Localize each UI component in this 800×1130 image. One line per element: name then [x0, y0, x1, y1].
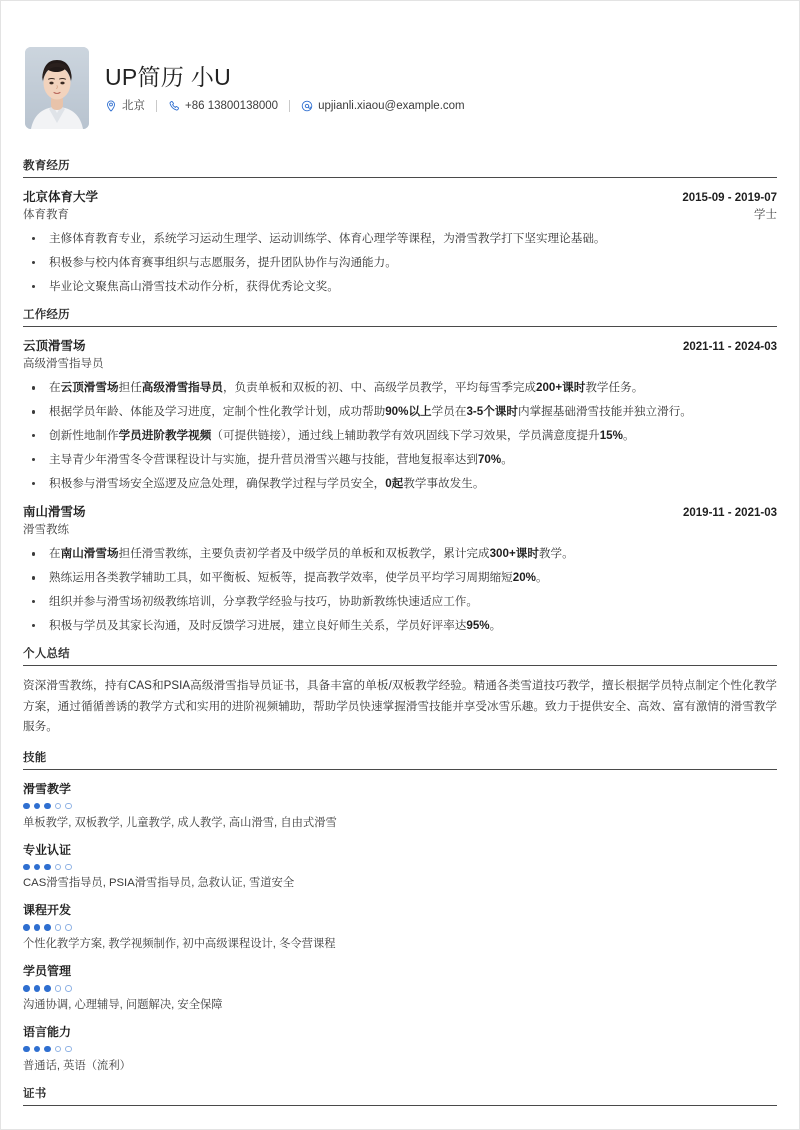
rating-dot-empty — [65, 1046, 72, 1053]
rating-dot-filled — [23, 924, 30, 931]
rating-dot-filled — [23, 803, 30, 810]
section-title-education: 教育经历 — [23, 157, 777, 178]
skill-tags: CAS滑雪指导员, PSIA滑雪指导员, 急救认证, 雪道安全 — [23, 877, 295, 890]
section-certificates — [23, 1085, 777, 1106]
entry-organization: 南山滑雪场 — [23, 505, 86, 520]
bullet-item: 主修体育教育专业，系统学习运动生理学、运动训练学、体育心理学等课程，为滑雪教学打下坚实理论基础。 — [23, 230, 777, 249]
bullet-item: 创新性地制作学员进阶教学视频（可提供链接），通过线上辅助教学有效巩固线下学习效果，学员满意度提升15%。 — [23, 427, 777, 446]
contact-phone — [168, 100, 278, 112]
entry-role: 高级滑雪指导员 — [23, 357, 104, 370]
entry-role: 体育教育 — [23, 208, 69, 221]
contact-phone-text: +86 13800138000 — [185, 99, 279, 112]
summary-text: 资深滑雪教练，持有CAS和PSIA高级滑雪指导员证书，具备丰富的单板/双板教学经验。精通各类雪道技巧教学，擅长根据学员特点制定个性化教学方案，通过循循善诱的教学方式和实用的进阶视频辅助，帮助学员快速掌握滑雪技能并享受冰雪乐趣。致力于提供安全、高效、富有激情的滑雪教学服务。 — [23, 679, 777, 734]
section-education — [23, 157, 777, 296]
rating-dot-empty — [65, 864, 72, 871]
rating-dot-filled — [44, 1046, 51, 1053]
section-skills — [23, 749, 777, 1075]
section-title-summary: 个人总结 — [23, 645, 777, 666]
contact-email — [301, 100, 465, 112]
rating-dot-filled — [34, 985, 41, 992]
bullet-item: 毕业论文聚焦高山滑雪技术动作分析，获得优秀论文奖。 — [23, 278, 777, 297]
entry-header — [23, 338, 777, 356]
skill-name: 专业认证 — [23, 842, 72, 857]
skill-level-rating — [23, 984, 777, 993]
experience-entry — [23, 504, 777, 635]
entry-organization: 云顶滑雪场 — [23, 339, 86, 354]
entry-date-range: 2015-09 - 2019-07 — [682, 192, 777, 204]
rating-dot-filled — [44, 924, 51, 931]
experience-entry — [23, 338, 777, 493]
skill-tags: 沟通协调, 心理辅导, 问题解决, 安全保障 — [23, 998, 223, 1011]
entry-organization: 北京体育大学 — [23, 190, 99, 204]
entry-role: 滑雪教练 — [23, 523, 69, 536]
entry-degree: 学士 — [754, 208, 777, 221]
section-title-work: 工作经历 — [23, 306, 777, 327]
skill-block — [23, 1024, 777, 1075]
skill-name: 课程开发 — [23, 903, 72, 918]
rating-dot-filled — [44, 864, 51, 871]
bullet-item: 熟练运用各类教学辅助工具，如平衡板、短板等，提高教学效率，使学员平均学习周期缩短20%。 — [23, 569, 777, 588]
entry-bullet-list — [23, 379, 777, 493]
bullet-item: 在南山滑雪场担任滑雪教练，主要负责初学者及中级学员的单板和双板教学，累计完成300+课时教学。 — [23, 545, 777, 564]
rating-dot-filled — [23, 864, 30, 871]
rating-dot-empty — [55, 924, 62, 931]
rating-dot-empty — [55, 985, 62, 992]
contact-row — [105, 100, 777, 112]
skill-block — [23, 902, 777, 953]
contact-divider — [289, 100, 290, 112]
skill-tags: 个性化教学方案, 教学视频制作, 初中高级课程设计, 冬令营课程 — [23, 938, 336, 951]
rating-dot-filled — [34, 924, 41, 931]
resume-header — [23, 27, 777, 147]
bullet-item: 积极与学员及其家长沟通，及时反馈学习进展，建立良好师生关系，学员好评率达95%。 — [23, 617, 777, 636]
section-title-certificates: 证书 — [23, 1085, 777, 1106]
rating-dot-empty — [55, 803, 62, 810]
contact-divider — [156, 100, 157, 112]
rating-dot-empty — [65, 985, 72, 992]
skill-tags: 普通话, 英语（流利） — [23, 1059, 131, 1072]
entry-subheader — [23, 523, 777, 539]
skill-block — [23, 781, 777, 832]
bullet-item: 积极参与滑雪场安全巡逻及应急处理，确保教学过程与学员安全，0起教学事故发生。 — [23, 475, 777, 494]
rating-dot-filled — [44, 985, 51, 992]
skill-tags: 单板教学, 双板教学, 儿童教学, 成人教学, 高山滑雪, 自由式滑雪 — [23, 816, 337, 829]
phone-icon — [168, 100, 180, 112]
entry-bullet-list — [23, 230, 777, 296]
bullet-item: 组织并参与滑雪场初级教练培训，分享教学经验与技巧，协助新教练快速适应工作。 — [23, 593, 777, 612]
education-entries — [23, 189, 777, 296]
rating-dot-empty — [55, 864, 62, 871]
entry-subheader — [23, 357, 777, 373]
rating-dot-filled — [23, 1046, 30, 1053]
skill-level-rating — [23, 862, 777, 871]
contact-location — [105, 100, 145, 112]
skill-level-rating — [23, 923, 777, 932]
rating-dot-filled — [34, 803, 41, 810]
rating-dot-filled — [44, 803, 51, 810]
skill-level-rating — [23, 1045, 777, 1054]
contact-email-text: upjianli.xiaou@example.com — [318, 99, 465, 112]
rating-dot-empty — [65, 924, 72, 931]
rating-dot-filled — [34, 1046, 41, 1053]
email-at-icon — [301, 100, 313, 112]
section-title-skills: 技能 — [23, 749, 777, 770]
entry-date-range: 2019-11 - 2021-03 — [683, 507, 777, 520]
skill-name: 学员管理 — [23, 964, 72, 979]
skill-name: 语言能力 — [23, 1024, 72, 1039]
skill-block — [23, 842, 777, 893]
section-work — [23, 306, 777, 635]
entry-header — [23, 504, 777, 522]
bullet-item: 积极参与校内体育赛事组织与志愿服务，提升团队协作与沟通能力。 — [23, 254, 777, 273]
entry-date-range: 2021-11 - 2024-03 — [683, 341, 777, 354]
bullet-item: 在云顶滑雪场担任高级滑雪指导员，负责单板和双板的初、中、高级学员教学，平均每雪季完成200+课时教学任务。 — [23, 379, 777, 398]
skills-list — [23, 781, 777, 1075]
skill-block — [23, 963, 777, 1014]
avatar — [25, 47, 89, 129]
rating-dot-filled — [34, 864, 41, 871]
section-summary — [23, 645, 777, 737]
rating-dot-filled — [23, 985, 30, 992]
bullet-item: 主导青少年滑雪冬令营课程设计与实施，提升营员滑雪兴趣与技能，营地复报率达到70%。 — [23, 451, 777, 470]
entry-bullet-list — [23, 545, 777, 635]
skill-name: 滑雪教学 — [23, 781, 72, 796]
location-pin-icon — [105, 100, 117, 112]
skill-level-rating — [23, 802, 777, 811]
rating-dot-empty — [65, 803, 72, 810]
experience-entry — [23, 189, 777, 296]
bullet-item: 根据学员年龄、体能及学习进度，定制个性化教学计划，成功帮助90%以上学员在3-5个课时内掌握基础滑雪技能并独立滑行。 — [23, 403, 777, 422]
work-entries — [23, 338, 777, 635]
page-title: UP简历 小U — [105, 63, 232, 90]
entry-subheader — [23, 208, 777, 224]
rating-dot-empty — [55, 1046, 62, 1053]
contact-location-text: 北京 — [122, 99, 145, 112]
entry-header — [23, 189, 777, 207]
